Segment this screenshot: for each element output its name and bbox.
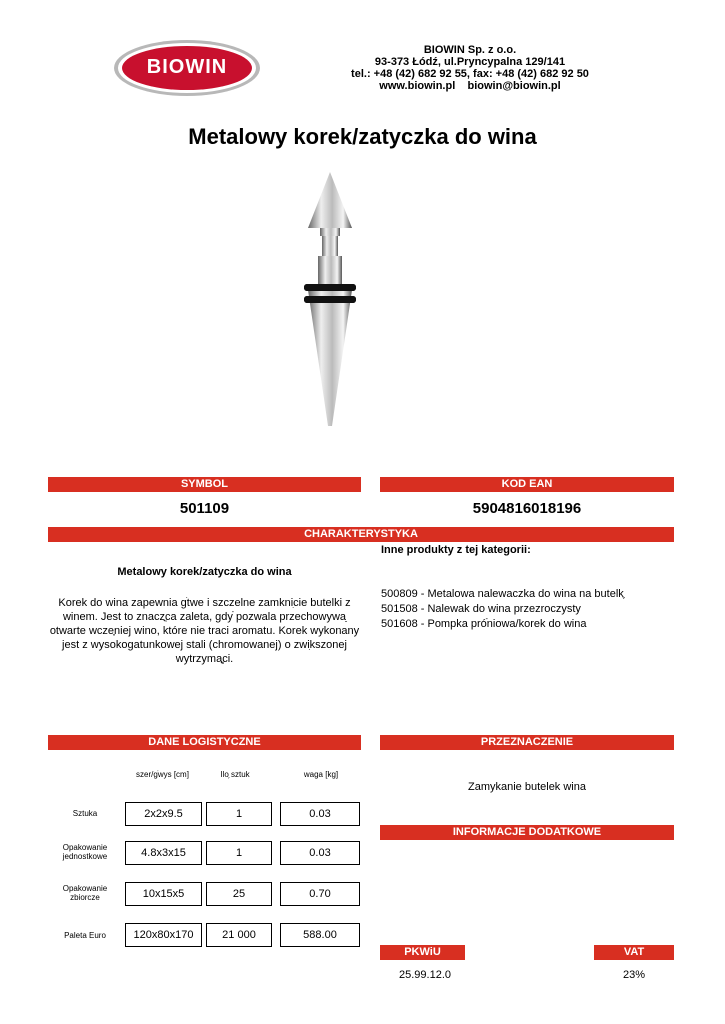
row-label: Paleta Euro [64, 931, 106, 940]
purpose-text: Zamykanie butelek wina [467, 781, 586, 793]
pkwiu-header: PKWiU [380, 945, 465, 960]
row-qty: 21 000 [206, 923, 272, 947]
company-email[interactable]: biowin@biowin.pl [467, 80, 561, 92]
logistics-header: DANE LOGISTYCZNE [48, 735, 361, 750]
characteristics-name: Metalowy korek/zatyczka do wina [117, 566, 292, 578]
row-dims: 120x80x170 [125, 923, 202, 947]
symbol-value: 501109 [179, 500, 230, 517]
other-product-item[interactable]: 500809 - Metalowa nalewaczka do wina na butelkֶ [381, 588, 624, 600]
row-weight: 0.70 [280, 882, 360, 906]
other-products-label: Inne produkty z tej kategorii: [381, 544, 531, 556]
row-qty: 1 [206, 802, 272, 826]
product-image [290, 170, 370, 430]
purpose-header: PRZEZNACZENIE [380, 735, 674, 750]
logo-text: BIOWIN [146, 56, 228, 78]
company-website[interactable]: www.biowin.pl [379, 80, 456, 92]
company-name: BIOWIN Sp. z o.o. [423, 44, 517, 56]
symbol-header: SYMBOL [48, 477, 361, 492]
company-info [330, 44, 610, 92]
row-label: Opakowanie jednostkowe [62, 843, 108, 861]
row-label: Opakowanie zbiorcze [62, 884, 108, 902]
other-product-item[interactable]: 501508 - Nalewak do wina przezroczysty [381, 603, 581, 615]
row-qty: 25 [206, 882, 272, 906]
other-products-list [381, 587, 624, 632]
row-dims: 10x15x5 [125, 882, 202, 906]
characteristics-description: Korek do wina zapewnia gֹtwe i szczelne zamkniִcie butelki z winem. Jest to znaczֳca zaleta, gdyֿ pozwala przechowywaֵ otwarte wczeֶniej wino, które nie traci aromatu. Korek wykonany jest z wysokogatunkowej stali (chromowanej) o zwiִkszonej wytrzymaֳֶci. [49, 597, 360, 665]
company-address: 93-373 Łódź, ul.Pryncypalna 129/141 [374, 56, 566, 68]
pkwiu-value: 25.99.12.0 [399, 969, 451, 981]
additional-info-header: INFORMACJE DODATKOWE [380, 825, 674, 840]
ean-header: KOD EAN [380, 477, 674, 492]
row-label: Sztuka [72, 809, 98, 818]
row-weight: 0.03 [280, 802, 360, 826]
column-weight: waga [kg] [303, 770, 339, 779]
other-product-item[interactable]: 501608 - Pompka próֿniowa/korek do wina [381, 618, 587, 630]
vat-header: VAT [594, 945, 674, 960]
row-weight: 0.03 [280, 841, 360, 865]
row-dims: 2x2x9.5 [125, 802, 202, 826]
row-qty: 1 [206, 841, 272, 865]
company-logo [112, 38, 262, 98]
ean-value: 5904816018196 [472, 500, 582, 517]
company-phones: tel.: +48 (42) 682 92 55, fax: +48 (42) 682 92 50 [351, 68, 589, 80]
characteristics-header: CHARAKTERYSTYKA [48, 527, 674, 542]
column-qty: Iloֶ sztuk [220, 770, 250, 779]
vat-value: 23% [622, 969, 646, 981]
row-weight: 588.00 [280, 923, 360, 947]
row-dims: 4.8x3x15 [125, 841, 202, 865]
column-dims: szer/gֹֹwys [cm] [136, 770, 189, 779]
page-title: Metalowy korek/zatyczka do wina [188, 124, 537, 149]
